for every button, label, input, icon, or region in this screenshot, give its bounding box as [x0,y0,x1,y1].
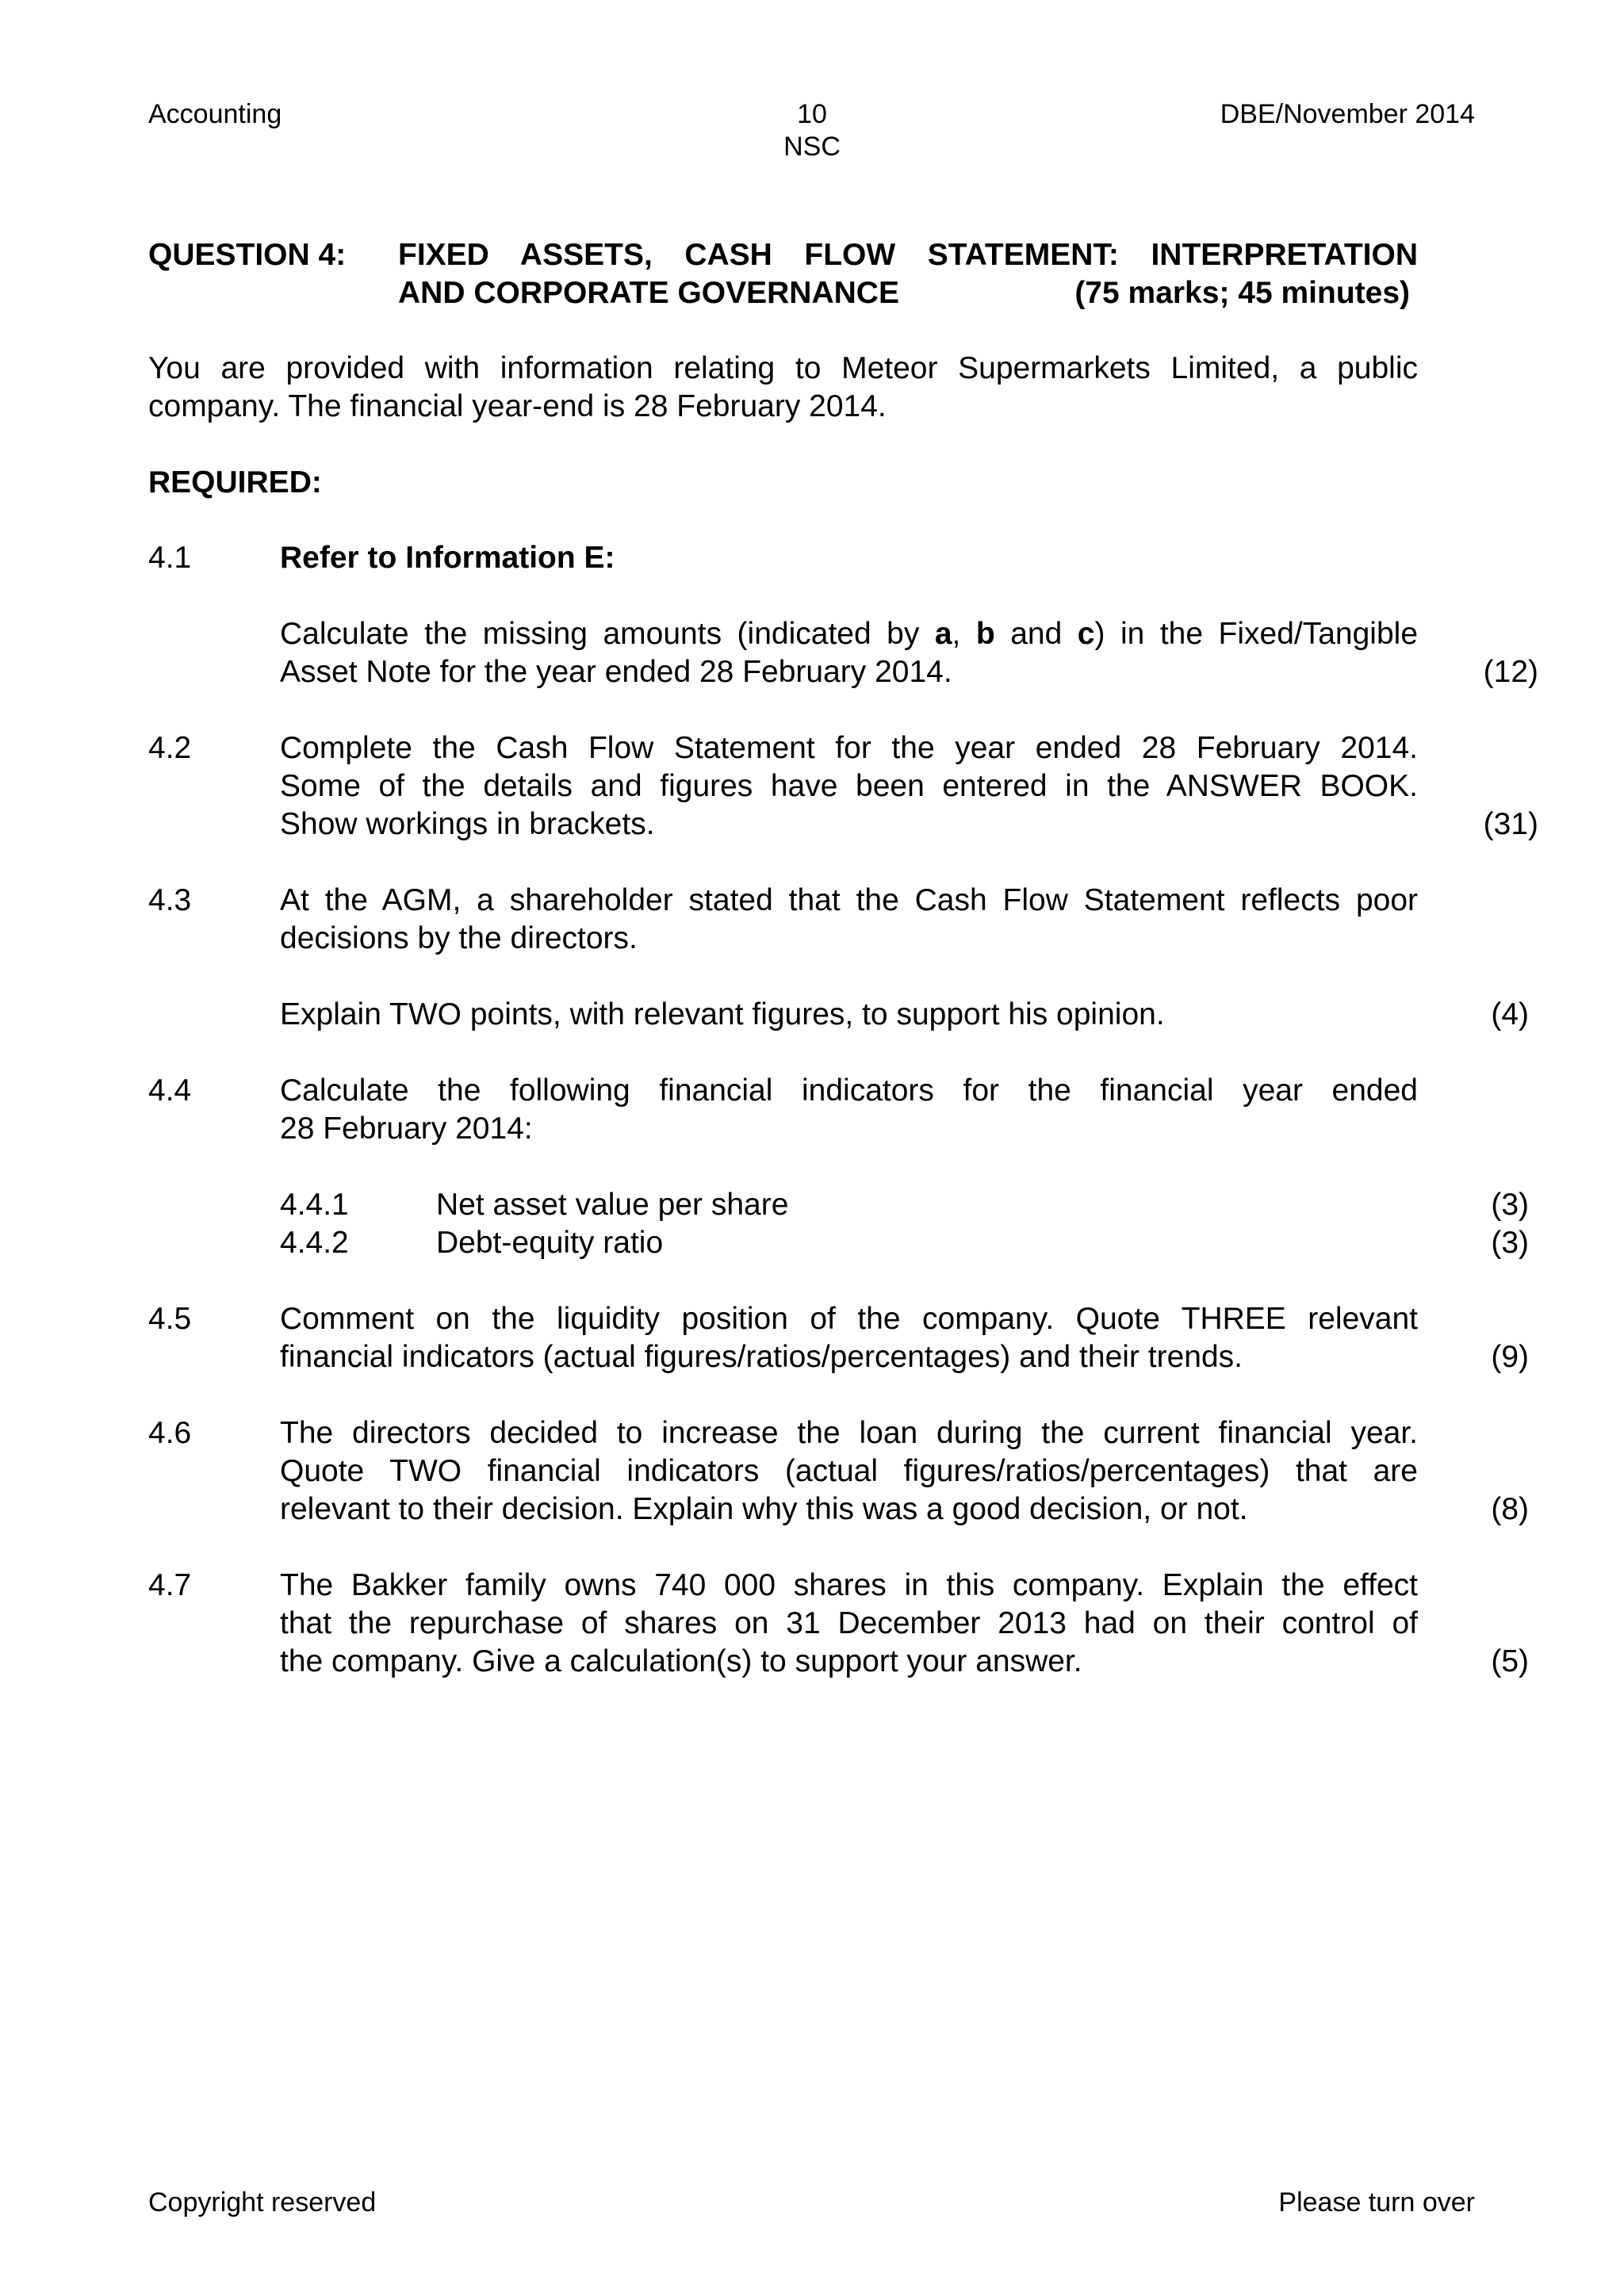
footer-turn-over: Please turn over [1278,2187,1475,2218]
q4-1-bold-b: b [975,617,995,651]
q4-6-number: 4.6 [148,1416,192,1450]
q4-2-line2: Some of the details and figures have been entered in the ANSWER BOOK. [280,769,1418,803]
q4-1-line1 [280,615,1418,653]
header-page-number: 10 [797,99,827,129]
q4-4-line1: Calculate the following financial indicators for the financial year ended [280,1073,1418,1108]
q4-7-marks: (5) [1491,1644,1529,1678]
intro-line1: You are provided with information relating to Meteor Supermarkets Limited, a public [148,351,1418,385]
q4-1-marks: (12) [1483,655,1538,689]
intro-line2: company. The financial year-end is 28 February 2014. [148,389,887,423]
q4-6-line1: The directors decided to increase the loan during the current financial year. [280,1416,1418,1450]
q4-6-line2: Quote TWO financial indicators (actual figures/ratios/percentages) that are [280,1454,1418,1488]
header-subject: Accounting [148,99,282,129]
q4-2-line1: Complete the Cash Flow Statement for the year ended 28 February 2014. [280,731,1418,765]
q4-1-bold-c: c [1077,617,1095,651]
q4-4-line2: 28 February 2014: [280,1112,533,1146]
q4-1-bold-a: a [934,617,952,651]
q4-3-line1: At the AGM, a shareholder stated that the Cash Flow Statement reflects poor [280,883,1418,917]
q4-1-heading: Refer to Information E: [280,541,615,575]
q4-5-number: 4.5 [148,1302,192,1336]
q4-4-1-number: 4.4.1 [280,1188,349,1222]
q4-6-marks: (8) [1491,1492,1529,1526]
q4-2-line3: Show workings in brackets. [280,807,655,841]
q4-4-2-marks: (3) [1491,1226,1529,1260]
q4-7-line1: The Bakker family owns 740 000 shares in this company. Explain the effect [280,1568,1418,1602]
q4-4-1-text: Net asset value per share [436,1188,789,1222]
header-exam-session: DBE/November 2014 [1220,99,1475,129]
q4-7-line2: that the repurchase of shares on 31 December 2013 had on their control of [280,1606,1418,1640]
q4-3-marks: (4) [1491,997,1529,1031]
q4-6-line3: relevant to their decision. Explain why this was a good decision, or not. [280,1492,1248,1526]
q4-3-number: 4.3 [148,883,192,917]
q4-1-number: 4.1 [148,541,192,575]
q4-1-line1-pre: Calculate the missing amounts (indicated by [280,617,935,651]
header-level: NSC [783,132,841,162]
question-title-line1: FIXED ASSETS, CASH FLOW STATEMENT: INTERPRETATION [398,238,1418,272]
q4-5-line2: financial indicators (actual figures/ratios/percentages) and their trends. [280,1340,1243,1374]
question-title-line2: AND CORPORATE GOVERNANCE [398,276,899,310]
q4-1-line1-post: ) in the Fixed/Tangible [1094,617,1419,651]
q4-1-sep2: and [994,617,1078,651]
footer-copyright: Copyright reserved [148,2187,377,2218]
question-number: QUESTION 4: [148,238,347,272]
q4-3-line3: Explain TWO points, with relevant figures, to support his opinion. [280,997,1165,1031]
q4-4-number: 4.4 [148,1073,192,1108]
q4-5-marks: (9) [1491,1340,1529,1374]
q4-3-line2: decisions by the directors. [280,921,638,955]
question-marks-time: (75 marks; 45 minutes) [1074,276,1410,310]
q4-4-2-text: Debt-equity ratio [436,1226,664,1260]
q4-5-line1: Comment on the liquidity position of the company. Quote THREE relevant [280,1302,1418,1336]
q4-7-line3: the company. Give a calculation(s) to support your answer. [280,1644,1082,1678]
q4-1-line2: Asset Note for the year ended 28 February 2014. [280,655,952,689]
q4-4-2-number: 4.4.2 [280,1226,349,1260]
q4-2-number: 4.2 [148,731,192,765]
required-label: REQUIRED: [148,465,322,499]
q4-1-sep1: , [952,617,976,651]
q4-2-marks: (31) [1483,807,1538,841]
q4-4-1-marks: (3) [1491,1188,1529,1222]
q4-7-number: 4.7 [148,1568,192,1602]
